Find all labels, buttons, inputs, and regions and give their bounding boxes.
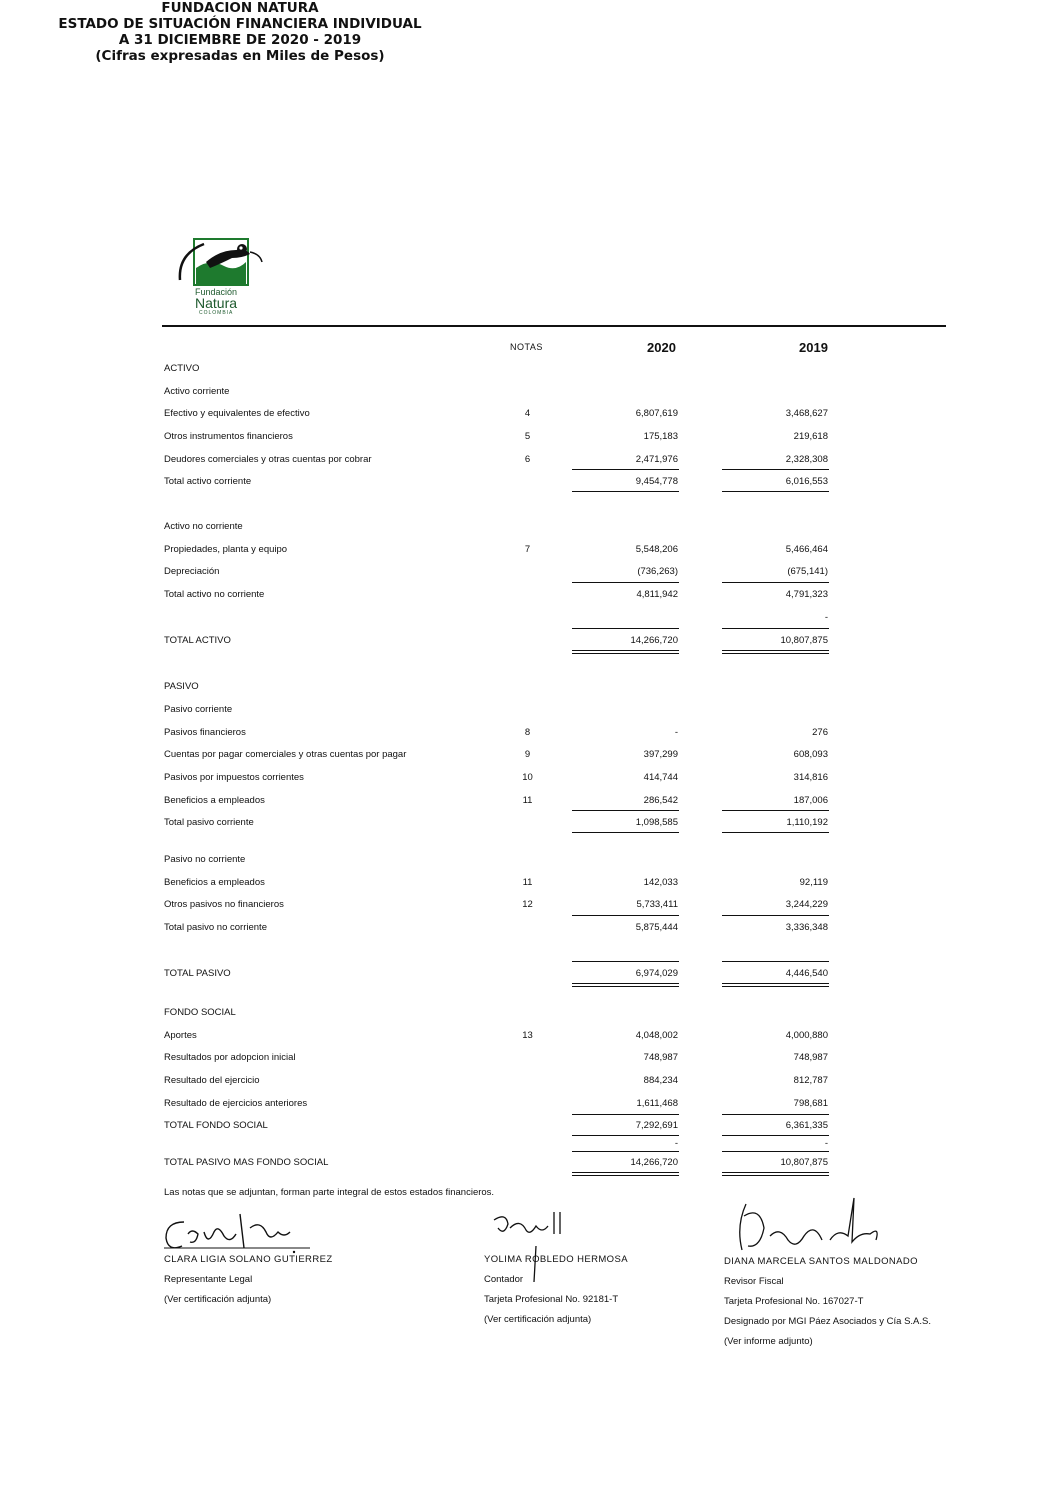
- row-label: Total pasivo corriente: [164, 817, 254, 828]
- row-label: Deudores comerciales y otras cuentas por cobrar: [164, 454, 372, 465]
- row-value-2020: 4,811,942: [636, 589, 678, 600]
- subtotal-line: [722, 1114, 829, 1115]
- table-row: [0, 521, 1058, 535]
- total-double-underline: [722, 983, 829, 987]
- row-note: 9: [524, 749, 531, 760]
- row-label: Cuentas por pagar comerciales y otras cuentas por pagar: [164, 749, 407, 760]
- row-label: ACTIVO: [164, 363, 200, 374]
- signatory-role: Revisor Fiscal: [724, 1276, 784, 1287]
- table-row: [0, 968, 1058, 982]
- table-row: [0, 476, 1058, 490]
- row-label: Pasivo corriente: [164, 704, 233, 715]
- statement-title: ESTADO DE SITUACIÓN FINANCIERA INDIVIDUAL: [58, 16, 422, 32]
- row-label: Pasivo no corriente: [164, 854, 246, 865]
- row-value-2019: 3,468,627: [785, 408, 828, 419]
- row-value-2019: 2,328,308: [785, 454, 828, 465]
- row-label: Propiedades, planta y equipo: [164, 544, 288, 555]
- row-value-2019: 314,816: [793, 772, 828, 783]
- row-label: Activo corriente: [164, 386, 230, 397]
- notes-column-header: NOTAS: [510, 342, 543, 352]
- statement-units: (Cifras expresadas en Miles de Pesos): [95, 48, 385, 64]
- row-label: Resultado de ejercicios anteriores: [164, 1098, 308, 1109]
- signatory-name: DIANA MARCELA SANTOS MALDONADO: [724, 1256, 918, 1267]
- row-value-2020: 397,299: [643, 749, 678, 760]
- row-value-2020: 5,733,411: [636, 899, 678, 910]
- row-value-2019: 92,119: [799, 877, 828, 888]
- row-note: 5: [524, 431, 531, 442]
- logo-text-1: Fundación: [195, 287, 238, 297]
- logo-text-2: Natura: [195, 295, 238, 311]
- row-value-2020: (736,263): [637, 566, 678, 577]
- subtotal-line: [722, 915, 829, 916]
- subtotal-line: [722, 582, 829, 583]
- total-double-underline: [572, 1172, 679, 1176]
- row-value-2020: 2,471,976: [635, 454, 678, 465]
- table-row: [0, 363, 1058, 377]
- table-row: [0, 681, 1058, 695]
- row-label: FONDO SOCIAL: [164, 1007, 236, 1018]
- row-value-2019: 608,093: [793, 749, 828, 760]
- row-value-2020: -: [674, 1138, 678, 1149]
- row-label: PASIVO: [164, 681, 199, 692]
- signatory-accountant: [484, 1250, 628, 1330]
- row-note: 12: [522, 899, 533, 910]
- table-row: [0, 795, 1058, 809]
- table-row: [0, 854, 1058, 868]
- row-label: Resultados por adopcion inicial: [164, 1052, 296, 1063]
- signatory-license: Tarjeta Profesional No. 167027-T: [724, 1296, 864, 1307]
- total-double-underline: [572, 983, 679, 987]
- year-2020-header: 2020: [647, 340, 676, 355]
- signatory-note: (Ver informe adjunto): [724, 1336, 813, 1347]
- header-rule: [162, 325, 946, 327]
- signatory-note: (Ver certificación adjunta): [164, 1294, 272, 1305]
- table-row: [0, 1075, 1058, 1089]
- table-row: [0, 1007, 1058, 1021]
- table-row: [0, 1030, 1058, 1044]
- signatory-name: CLARA LIGIA SOLANO GUTIERREZ: [164, 1254, 333, 1265]
- signatory-legal-representative: [164, 1250, 333, 1310]
- table-row: [0, 749, 1058, 763]
- table-row: [0, 1138, 1058, 1152]
- row-label: Beneficios a empleados: [164, 877, 265, 888]
- row-value-2020: 884,234: [643, 1075, 678, 1086]
- subtotal-line: [572, 961, 679, 962]
- row-label: Pasivos financieros: [164, 727, 246, 738]
- subtotal-underline: [722, 491, 829, 492]
- table-row: [0, 454, 1058, 468]
- logo-text-3: COLOMBIA: [199, 310, 234, 316]
- subtotal-line: [722, 961, 829, 962]
- subtotal-underline: [572, 1135, 679, 1136]
- row-label: Pasivos por impuestos corrientes: [164, 772, 304, 783]
- row-value-2019: 798,681: [793, 1098, 828, 1109]
- fundacion-natura-logo: [176, 236, 268, 318]
- row-value-2020: 286,542: [643, 795, 678, 806]
- row-note: 10: [522, 772, 533, 783]
- signatory-name: YOLIMA ROBLEDO HERMOSA: [484, 1254, 628, 1265]
- row-label: TOTAL PASIVO MAS FONDO SOCIAL: [164, 1157, 329, 1168]
- signatory-license: Tarjeta Profesional No. 92181-T: [484, 1294, 619, 1305]
- row-value-2019: 6,361,335: [785, 1120, 828, 1131]
- table-row: [0, 727, 1058, 741]
- row-value-2019: 4,791,323: [785, 589, 828, 600]
- row-value-2019: 812,787: [793, 1075, 828, 1086]
- row-note: 13: [522, 1030, 533, 1041]
- year-2019-header: 2019: [799, 340, 828, 355]
- row-value-2019: -: [824, 612, 828, 623]
- row-note: 6: [524, 454, 531, 465]
- row-label: Otros pasivos no financieros: [164, 899, 284, 910]
- subtotal-line: [572, 628, 679, 629]
- subtotal-line: [722, 1151, 829, 1152]
- signatory-fiscal-auditor: [724, 1252, 931, 1352]
- row-value-2020: 7,292,691: [635, 1120, 678, 1131]
- table-row: [0, 817, 1058, 831]
- subtotal-line: [572, 469, 679, 470]
- row-value-2019: 6,016,553: [785, 476, 828, 487]
- subtotal-underline: [722, 1135, 829, 1136]
- row-label: Activo no corriente: [164, 521, 243, 532]
- table-row: [0, 635, 1058, 649]
- row-label: Total activo corriente: [164, 476, 252, 487]
- table-row: [0, 589, 1058, 603]
- row-label: Depreciación: [164, 566, 220, 577]
- row-label: Beneficios a empleados: [164, 795, 265, 806]
- row-value-2019: 4,446,540: [785, 968, 828, 979]
- row-value-2020: 1,611,468: [636, 1098, 678, 1109]
- row-value-2020: 6,974,029: [635, 968, 678, 979]
- row-value-2020: 5,548,206: [635, 544, 678, 555]
- row-value-2019: 3,336,348: [785, 922, 828, 933]
- row-value-2019: 187,006: [793, 795, 828, 806]
- row-note: 7: [524, 544, 531, 555]
- total-double-underline: [722, 650, 829, 654]
- row-label: TOTAL PASIVO: [164, 968, 231, 979]
- row-value-2020: 14,266,720: [630, 635, 678, 646]
- row-value-2019: 10,807,875: [780, 635, 828, 646]
- row-value-2020: 175,183: [643, 431, 678, 442]
- row-label: Efectivo y equivalentes de efectivo: [164, 408, 310, 419]
- signatory-role: Contador: [484, 1274, 524, 1285]
- subtotal-line: [572, 1114, 679, 1115]
- table-row: [0, 566, 1058, 580]
- subtotal-line: [572, 810, 679, 811]
- row-note: 11: [522, 877, 533, 888]
- row-value-2020: 14,266,720: [630, 1157, 678, 1168]
- subtotal-underline: [722, 832, 829, 833]
- table-row: [0, 1157, 1058, 1171]
- row-label: TOTAL FONDO SOCIAL: [164, 1120, 268, 1131]
- table-row: [0, 1120, 1058, 1134]
- table-row: [0, 612, 1058, 626]
- row-value-2020: 6,807,619: [635, 408, 678, 419]
- row-value-2020: 5,875,444: [635, 922, 678, 933]
- subtotal-line: [572, 582, 679, 583]
- row-note: 4: [524, 408, 531, 419]
- row-value-2020: 142,033: [643, 877, 678, 888]
- row-value-2020: -: [674, 727, 678, 738]
- row-value-2020: 4,048,002: [635, 1030, 678, 1041]
- row-value-2019: 276: [812, 727, 828, 738]
- table-row: [0, 1052, 1058, 1066]
- table-row: [0, 1098, 1058, 1112]
- row-value-2020: 748,987: [643, 1052, 678, 1063]
- table-row: [0, 899, 1058, 913]
- table-row: [0, 772, 1058, 786]
- table-row: [0, 704, 1058, 718]
- row-value-2020: 1,098,585: [635, 817, 678, 828]
- table-row: [0, 386, 1058, 400]
- table-row: [0, 922, 1058, 936]
- table-row: [0, 877, 1058, 891]
- row-value-2019: 10,807,875: [780, 1157, 828, 1168]
- subtotal-line: [722, 628, 829, 629]
- row-label: Total activo no corriente: [164, 589, 265, 600]
- row-label: TOTAL ACTIVO: [164, 635, 231, 646]
- row-value-2019: 5,466,464: [785, 544, 828, 555]
- footnote: Las notas que se adjuntan, forman parte integral de estos estados financieros.: [164, 1187, 495, 1198]
- row-label: Otros instrumentos financieros: [164, 431, 293, 442]
- row-value-2019: 3,244,229: [785, 899, 828, 910]
- row-value-2019: (675,141): [787, 566, 828, 577]
- row-value-2020: 9,454,778: [635, 476, 678, 487]
- row-label: Aportes: [164, 1030, 197, 1041]
- signatory-firm: Designado por MGI Páez Asociados y Cía S.A.S.: [724, 1316, 931, 1327]
- row-label: Total pasivo no corriente: [164, 922, 267, 933]
- statement-period: A 31 DICIEMBRE DE 2020 - 2019: [118, 32, 362, 48]
- row-value-2019: 219,618: [793, 431, 828, 442]
- org-name: FUNDACION NATURA: [161, 0, 319, 16]
- subtotal-line: [572, 915, 679, 916]
- table-row: [0, 431, 1058, 445]
- signatory-role: Representante Legal: [164, 1274, 253, 1285]
- total-double-underline: [572, 650, 679, 654]
- row-value-2019: 4,000,880: [785, 1030, 828, 1041]
- row-note: 11: [522, 795, 533, 806]
- subtotal-line: [722, 469, 829, 470]
- table-row: [0, 544, 1058, 558]
- subtotal-underline: [572, 832, 679, 833]
- row-value-2019: 748,987: [793, 1052, 828, 1063]
- table-row: [0, 408, 1058, 422]
- row-label: Resultado del ejercicio: [164, 1075, 260, 1086]
- row-value-2020: 414,744: [643, 772, 678, 783]
- subtotal-underline: [572, 491, 679, 492]
- total-double-underline: [722, 1172, 829, 1176]
- signatory-note: (Ver certificación adjunta): [484, 1314, 592, 1325]
- row-value-2019: -: [824, 1138, 828, 1149]
- row-value-2019: 1,110,192: [786, 817, 828, 828]
- subtotal-line: [572, 1151, 679, 1152]
- row-note: 8: [524, 727, 531, 738]
- subtotal-line: [722, 810, 829, 811]
